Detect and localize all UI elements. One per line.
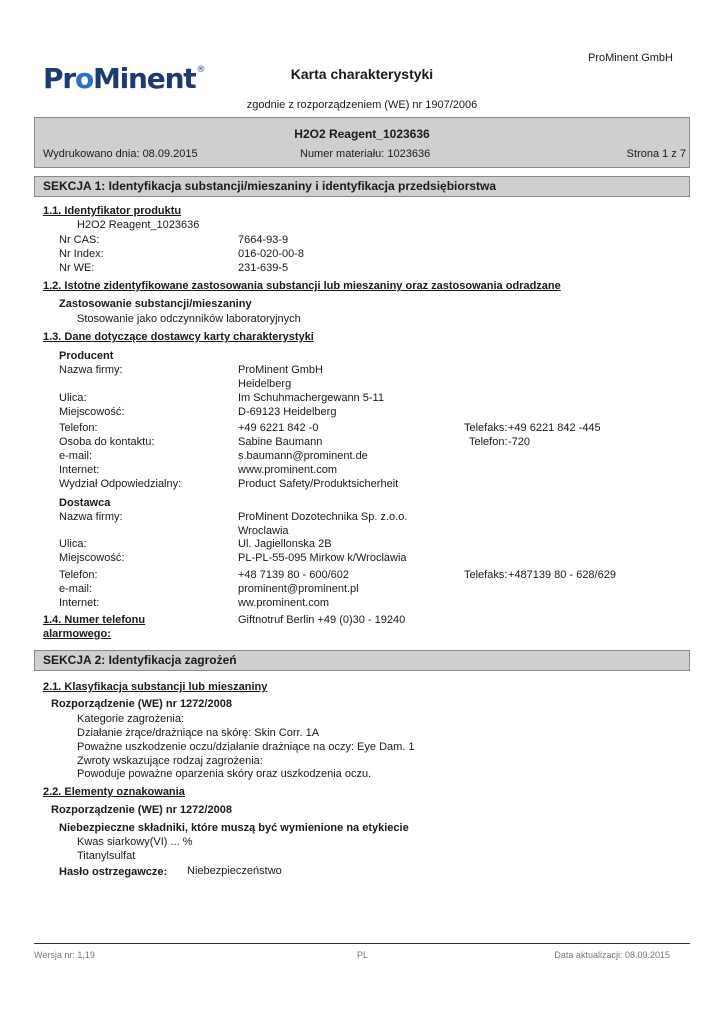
contact-phone-value: -720 xyxy=(508,436,531,448)
department-value: Product Safety/Produktsicherheit xyxy=(238,478,399,490)
supplier-internet-label: Internet: xyxy=(59,597,100,609)
use-label: Zastosowanie substancji/mieszaniny xyxy=(59,298,252,310)
producer-label: Producent xyxy=(59,350,114,362)
hazard-components-label: Niebezpieczne składniki, które muszą być wymienione na etykiecie xyxy=(59,822,409,834)
supplier-firm-line-1: ProMinent Dozotechnika Sp. z.o.o. xyxy=(238,511,408,523)
subsection-2-1-title: 2.1. Klasyfikacja substancji lub mieszaniny xyxy=(43,681,268,693)
supplier-label: Dostawca xyxy=(59,497,111,509)
logo-text-a: Pr xyxy=(43,62,75,95)
document-title: Karta charakterystyki xyxy=(290,66,434,82)
contact-phone-label: Telefon: xyxy=(469,436,508,448)
printed-date: Wydrukowano dnia: 08.09.2015 xyxy=(43,148,198,160)
classification-line: Poważne uszkodzenie oczu/działanie drażniące na oczy: Eye Dam. 1 xyxy=(77,741,415,753)
supplier-internet-value[interactable]: ww.prominent.com xyxy=(238,597,330,609)
classification-line: Zwroty wskazujące rodzaj zagrożenia: xyxy=(77,755,263,767)
we-value: 231-639-5 xyxy=(238,262,289,274)
subsection-1-4-title-line-2: alarmowego: xyxy=(43,628,111,640)
section-1-title: SEKCJA 1: Identyfikacja substancji/mieszaniny i identyfikacja przedsiębiorstwa xyxy=(43,179,497,193)
product-name: H2O2 Reagent_1023636 xyxy=(294,127,430,141)
supplier-street-value: Ul. Jagiellonska 2B xyxy=(238,538,332,550)
supplier-fax-label: Telefaks: xyxy=(464,569,508,581)
firm-line-2: Heidelberg xyxy=(238,378,292,390)
supplier-street-label: Ulica: xyxy=(59,538,87,550)
use-value: Stosowanie jako odczynników laboratoryjnych xyxy=(77,313,301,325)
footer-version: Wersja nr: 1,19 xyxy=(34,950,95,960)
we-label: Nr WE: xyxy=(59,262,95,274)
supplier-phone-label: Telefon: xyxy=(59,569,98,581)
contact-value: Sabine Baumann xyxy=(238,436,323,448)
footer-language: PL xyxy=(357,950,369,960)
city-value: D-69123 Heidelberg xyxy=(238,406,337,418)
index-label: Nr Index: xyxy=(59,248,104,260)
document-subtitle: zgodnie z rozporządzeniem (WE) nr 1907/2006 xyxy=(246,99,478,111)
index-value: 016-020-00-8 xyxy=(238,248,305,260)
emergency-phone: Giftnotruf Berlin +49 (0)30 - 19240 xyxy=(238,614,406,626)
footer-divider xyxy=(34,943,690,944)
classification-line: Kategorie zagrożenia: xyxy=(77,713,185,725)
signal-word-value: Niebezpieczeństwo xyxy=(187,865,282,877)
supplier-city-value: PL-PL-55-095 Mirkow k/Wroclawia xyxy=(238,552,407,564)
subsection-2-2-title: 2.2. Elementy oznakowania xyxy=(43,786,185,798)
classification-line: Powoduje poważne oparzenia skóry oraz uszkodzenia oczu. xyxy=(77,768,372,780)
hazard-component: Titanylsulfat xyxy=(77,850,136,862)
city-label: Miejscowość: xyxy=(59,406,125,418)
phone-label: Telefon: xyxy=(59,422,98,434)
classification-line: Działanie żrące/drażniące na skórę: Skin Corr. 1A xyxy=(77,727,320,739)
header-box xyxy=(34,117,690,168)
subsection-1-1-title: 1.1. Identyfikator produktu xyxy=(43,205,182,217)
subsection-1-2-title: 1.2. Istotne zidentyfikowane zastosowania substancji lub mieszaniny oraz zastosowania odradzane xyxy=(43,280,561,292)
internet-value[interactable]: www.prominent.com xyxy=(238,464,338,476)
logo-text-b: o xyxy=(74,62,93,95)
regulation-label: Rozporządzenie (WE) nr 1272/2008 xyxy=(51,698,232,710)
fax-label: Telefaks: xyxy=(464,422,508,434)
phone-value: +49 6221 842 -0 xyxy=(238,422,319,434)
section-2-title: SEKCJA 2: Identyfikacja zagrożeń xyxy=(43,653,237,667)
street-label: Ulica: xyxy=(59,392,87,404)
cas-value: 7664-93-9 xyxy=(238,234,289,246)
email-label: e-mail: xyxy=(59,450,93,462)
supplier-email-label: e-mail: xyxy=(59,583,93,595)
hazard-component: Kwas siarkowy(VI) ... % xyxy=(77,836,193,848)
firm-line-1: ProMinent GmbH xyxy=(238,364,323,376)
subsection-1-4-title-line-1: 1.4. Numer telefonu xyxy=(43,614,146,626)
regulation-label-2: Rozporządzenie (WE) nr 1272/2008 xyxy=(51,804,232,816)
supplier-firm-line-2: Wroclawia xyxy=(238,525,289,537)
footer-updated: Data aktualizacji: 08.09.2015 xyxy=(554,950,670,960)
company-name-top: ProMinent GmbH xyxy=(588,52,673,64)
supplier-city-label: Miejscowość: xyxy=(59,552,125,564)
material-number: Numer materiału: 1023636 xyxy=(300,148,431,160)
department-label: Wydział Odpowiedzialny: xyxy=(59,478,182,490)
fax-value: +49 6221 842 -445 xyxy=(508,422,601,434)
supplier-phone-value: +48 7139 80 - 600/602 xyxy=(238,569,350,581)
email-value[interactable]: s.baumann@prominent.de xyxy=(238,450,368,462)
signal-word-label: Hasło ostrzegawcze: xyxy=(59,866,168,878)
page-number: Strona 1 z 7 xyxy=(626,148,686,160)
internet-label: Internet: xyxy=(59,464,100,476)
logo-text-c: Minent xyxy=(92,62,196,95)
product-identifier: H2O2 Reagent_1023636 xyxy=(77,219,200,231)
cas-label: Nr CAS: xyxy=(59,234,100,246)
registered-mark: ® xyxy=(196,64,205,75)
supplier-fax-value: +487139 80 - 628/629 xyxy=(508,569,616,581)
street-value: Im Schuhmachergewann 5-11 xyxy=(238,392,384,404)
subsection-1-3-title: 1.3. Dane dotyczące dostawcy karty charakterystyki xyxy=(43,331,314,343)
supplier-firm-label: Nazwa firmy: xyxy=(59,511,123,523)
supplier-email-value[interactable]: prominent@prominent.pl xyxy=(238,583,359,595)
firm-label: Nazwa firmy: xyxy=(59,364,123,376)
contact-label: Osoba do kontaktu: xyxy=(59,436,155,448)
